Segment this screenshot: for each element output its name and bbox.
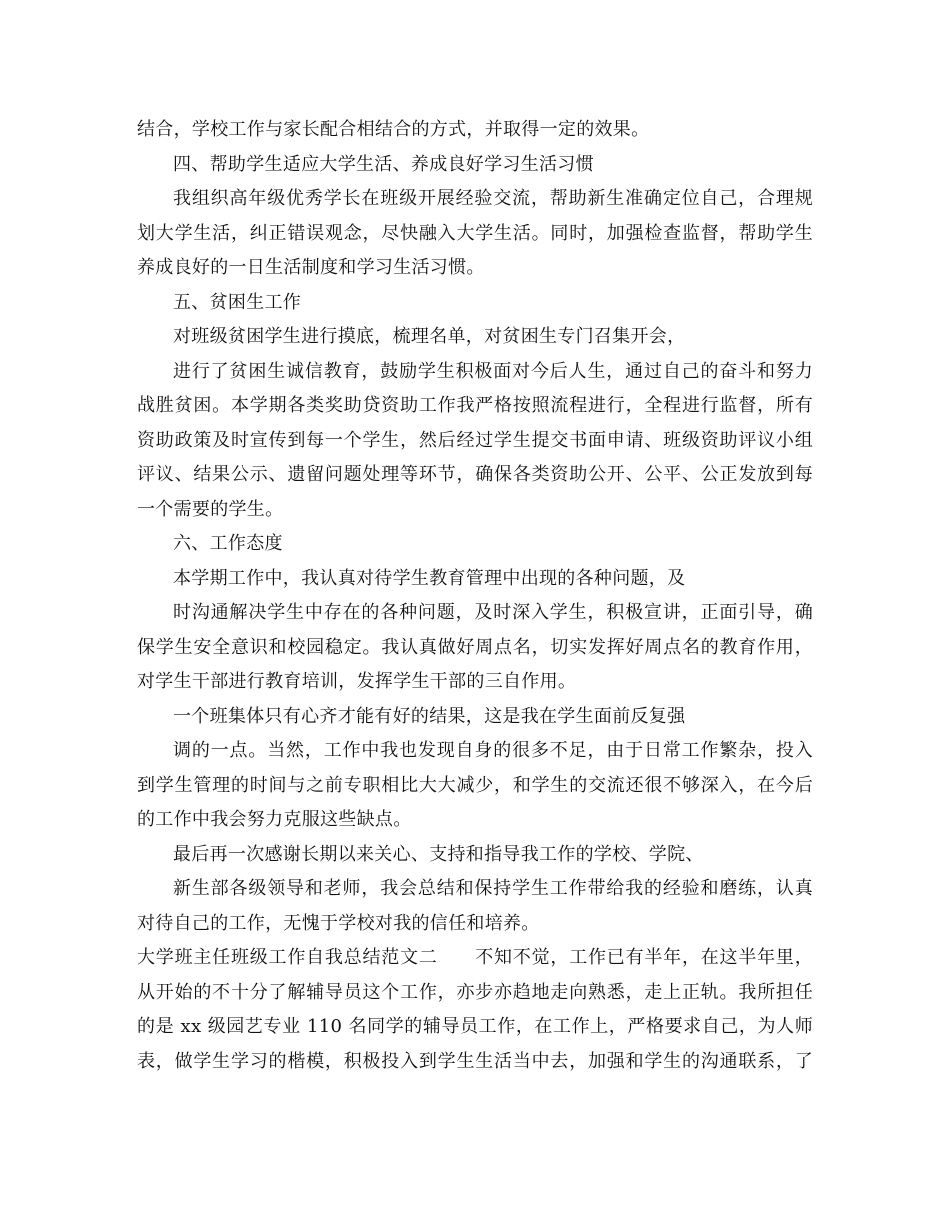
document-body [137, 113, 813, 1079]
text-line: 本学期工作中，我认真对待学生教育管理中出现的各种问题，及 [173, 567, 686, 589]
text-line: 一个班集体只有心齐才能有好的结果，这是我在学生面前反复强 [173, 705, 686, 727]
text-line: 调的一点。当然，工作中我也发现自身的很多不足，由于日常工作繁杂，投入 [173, 740, 813, 761]
text-line: 表，做学生学习的楷模，积极投入到学生生活当中去，加强和学生的沟通联系，了 [137, 1050, 813, 1072]
text-line: 评议、结果公示、遗留问题处理等环节，确保各类资助公开、公平、公正发放到每 [137, 464, 813, 485]
text-line: 四、帮助学生适应大学生活、养成良好学习生活习惯 [173, 153, 594, 175]
text-line: 养成良好的一日生活制度和学习生活习惯。 [137, 257, 485, 278]
text-line: 的是 xx 级园艺专业 110 名同学的辅导员工作，在工作上，严格要求自己，为人师 [137, 1016, 813, 1037]
text-line: 对班级贫困学生进行摸底，梳理名单，对贫困生专门召集开会， [173, 326, 686, 347]
text-line: 的工作中我会努力克服这些缺点。 [137, 809, 412, 830]
text-line: 最后再一次感谢长期以来关心、支持和指导我工作的学校、学院、 [173, 843, 704, 865]
text-line: 对学生干部进行教育培训，发挥学生干部的三自作用。 [137, 671, 577, 692]
text-line: 从开始的不十分了解辅导员这个工作，亦步亦趋地走向熟悉，走上正轨。我所担任 [137, 981, 813, 1003]
text-line: 我组织高年级优秀学长在班级开展经验交流，帮助新生准确定位自己，合理规 [173, 188, 813, 209]
text-line: 资助政策及时宣传到每一个学生，然后经过学生提交书面申请、班级资助评议小组 [137, 429, 813, 451]
text-line: 保学生安全意识和校园稳定。我认真做好周点名，切实发挥好周点名的教育作用， [137, 636, 813, 658]
text-line: 五、贫困生工作 [173, 291, 302, 313]
text-line: 对待自己的工作，无愧于学校对我的信任和培养。 [137, 912, 540, 934]
text-line: 划大学生活，纠正错误观念，尽快融入大学生活。同时，加强检查监督，帮助学生 [137, 222, 813, 244]
text-line: 进行了贫困生诚信教育，鼓励学生积极面对今后人生，通过自己的奋斗和努力 [173, 360, 813, 382]
text-line: 到学生管理的时间与之前专职相比大大减少，和学生的交流还很不够深入，在今后 [137, 774, 813, 796]
text-line: 六、工作态度 [173, 533, 283, 554]
text-line: 一个需要的学生。 [137, 498, 284, 520]
text-line: 时沟通解决学生中存在的各种问题，及时深入学生，积极宣讲，正面引导，确 [173, 602, 813, 623]
text-line: 大学班主任班级工作自我总结范文二 不知不觉，工作已有半年，在这半年里， [137, 947, 813, 968]
text-line: 战胜贫困。本学期各类奖助贷资助工作我严格按照流程进行，全程进行监督，所有 [137, 395, 813, 416]
text-line: 结合，学校工作与家长配合相结合的方式，并取得一定的效果。 [137, 119, 650, 140]
text-line: 新生部各级领导和老师，我会总结和保持学生工作带给我的经验和磨练，认真 [173, 878, 813, 899]
